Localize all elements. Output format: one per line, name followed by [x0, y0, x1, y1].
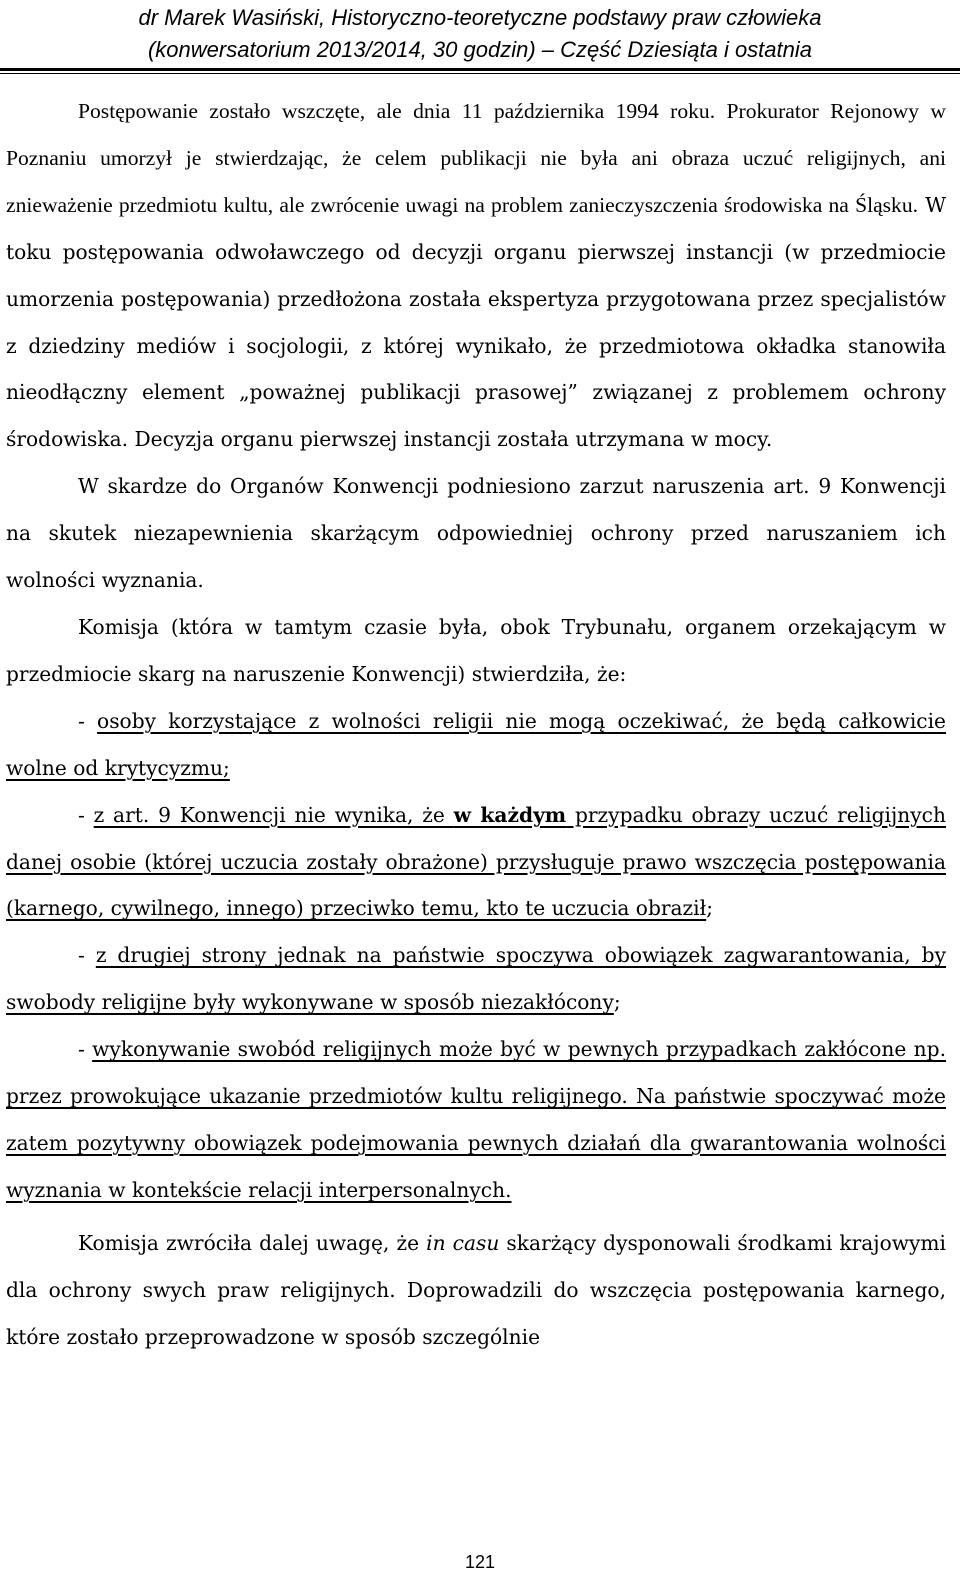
paragraph-1-lead: Postępowanie zostało wszczęte, ale dnia 11 października 1994 roku. Prokurator Rejonowy w Poznaniu umorzył je stwierdzając, że celem publikacji nie była ani obraza uczuć religijnych, ani znieważenie przedmiotu kultu, ale zwrócenie uwagi na problem zanieczyszczenia środowiska na Śląsku. [6, 99, 946, 217]
header-rule [0, 68, 960, 71]
bullet-3 [6, 932, 946, 1026]
bullet-dash: - [78, 802, 94, 827]
paragraph-4-pre: Komisja zwróciła dalej uwagę, że [78, 1230, 427, 1255]
bullet-dash: - [78, 943, 96, 968]
header-rule-thin [0, 73, 960, 74]
bullet-1-text: osoby korzystające z wolności religii nie mogą oczekiwać, że będą całkowicie wolne od krytycyzmu; [6, 708, 946, 780]
bullet-2 [6, 792, 946, 933]
bullet-4-text: wykonywanie swobód religijnych może być w pewnych przypadkach zakłócone np. przez prowokujące ukazanie przedmiotów kultu religijnego. Na państwie spoczywać może zatem pozytywny obowiązek podejmowania pewnych działań dla gwarantowania wolności wyznania w kontekście relacji interpersonalnych. [6, 1037, 946, 1202]
bullet-dash: - [78, 1037, 93, 1062]
bullet-dash: - [78, 708, 98, 733]
header-line-1: dr Marek Wasiński, Historyczno-teoretyczne podstawy praw człowieka [138, 5, 822, 30]
bullet-2-end: ; [706, 896, 713, 921]
bullet-1 [6, 698, 946, 792]
paragraph-3: Komisja (która w tamtym czasie była, obok Trybunału, organem orzekającym w przedmiocie skarg na naruszenie Konwencji) stwierdziła, że: [6, 614, 946, 686]
bullet-2-post: przypadku obrazy uczuć religijnych danej osobie (której uczucia zostały obrażone) przysługuje prawo wszczęcia postępowania (karnego, cywilnego, innego) przeciwko temu, kto te uczucia obraził [6, 802, 946, 921]
bullet-3-end: ; [613, 990, 621, 1015]
running-header [0, 0, 960, 66]
bullet-4 [6, 1026, 946, 1214]
document-body [6, 88, 946, 1360]
header-line-2: (konwersatorium 2013/2014, 30 godzin) – Część Dziesiąta i ostatnia [147, 37, 813, 62]
paragraph-4 [6, 1220, 946, 1361]
paragraph-1-rest: W toku postępowania odwoławczego od decyzji organu pierwszej instancji (w przedmiocie umorzenia postępowania) przedłożona została ekspertyza przygotowana przez specjalistów z dziedziny mediów i socjologii, z której wynikało, że przedmiotowa okładka stanowiła nieodłączny element „poważnej publikacji prasowej” związanej z problemem ochrony środowiska. Decyzja organu pierwszej instancji została utrzymana w mocy. [6, 192, 946, 452]
bullet-3-text: z drugiej strony jednak na państwie spoczywa obowiązek zagwarantowania, by swobody religijne były wykonywane w sposób niezakłócony [6, 943, 946, 1015]
paragraph-4-post: skarżący dysponowali środkami krajowymi dla ochrony swych praw religijnych. Doprowadzili do wszczęcia postępowania karnego, które zostało przeprowadzone w sposób szczególnie [6, 1230, 947, 1349]
paragraph-4-italic: in casu [426, 1230, 500, 1255]
page-number: 121 [464, 1552, 496, 1572]
bullet-2-bold: w każdym [453, 802, 567, 827]
paragraph-2: W skardze do Organów Konwencji podniesiono zarzut naruszenia art. 9 Konwencji na skutek niezapewnienia skarżącym odpowiedniej ochrony przed naruszaniem ich wolności wyznania. [6, 474, 946, 593]
bullet-2-pre: z art. 9 Konwencji nie wynika, że [93, 802, 454, 827]
paragraph-1 [6, 88, 946, 463]
